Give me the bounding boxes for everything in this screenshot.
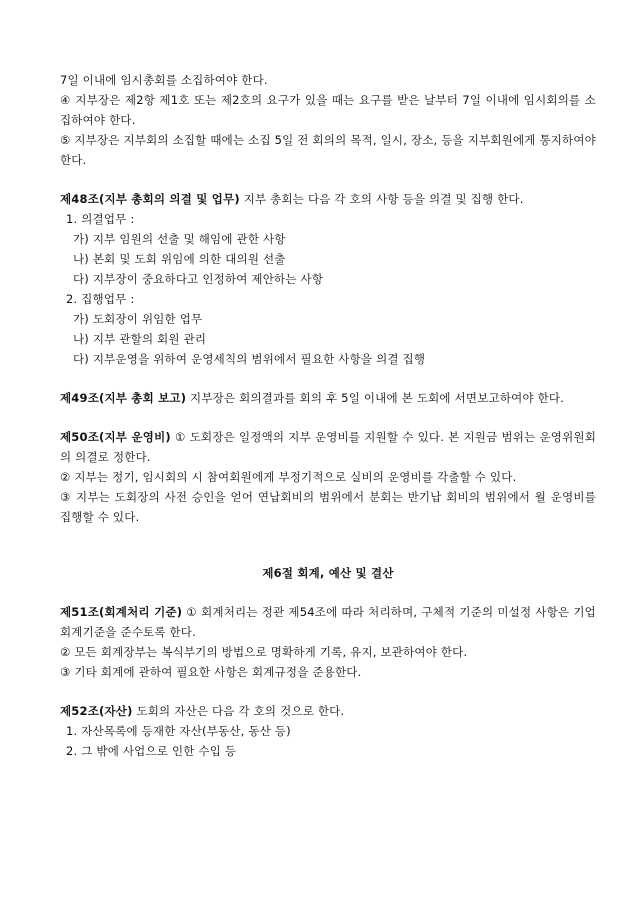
list-item: 다) 지부장이 중요하다고 인정하여 제안하는 사항	[73, 272, 324, 286]
paragraph: ⑤ 지부장은 지부회의 소집할 때에는 소집 5일 전 회의의 목적, 일시, 장소, 등을 지부회원에게 통지하여야 한다.	[60, 133, 596, 167]
paragraph: ④ 지부장은 제2항 제1호 또는 제2호의 요구가 있을 때는 요구를 받은 날부터 7일 이내에 임시회의를 소집하여야 한다.	[60, 93, 596, 127]
chapter-heading: 제6절 회계, 예산 및 결산	[262, 566, 394, 580]
article-text: ① 도회장은 일정액의 지부 운영비를 지원할 수 있다. 본 지원금 범위는 운영위원회의 의결로 정한다.	[60, 430, 597, 464]
paragraph: ③ 지부는 도회장의 사전 승인을 얻어 연납회비의 범위에서 분회는 반기납 회비의 범위에서 월 운영비를 집행할 수 있다.	[60, 490, 596, 524]
article-title: 제52조(자산)	[60, 704, 133, 718]
article-title: 제49조(지부 총회 보고)	[60, 391, 187, 405]
list-item: 2. 그 밖에 사업으로 인한 수입 등	[66, 744, 237, 758]
paragraph: ② 지부는 정기, 임시회의 시 참여회원에게 부정기적으로 실비의 운영비를 각출할 수 있다.	[60, 470, 517, 484]
article-title: 제50조(지부 운영비)	[60, 430, 171, 444]
list-item: 2. 집행업무 :	[66, 292, 135, 306]
article-title: 제48조(지부 총회의 의결 및 업무)	[60, 192, 240, 206]
list-item: 나) 지부 관할의 회원 관리	[73, 332, 207, 346]
article-text: 지부장은 회의결과를 회의 후 5일 이내에 본 도회에 서면보고하여야 한다.	[186, 391, 565, 405]
list-item: 1. 자산목록에 등재한 자산(부동산, 동산 등)	[66, 724, 291, 738]
paragraph: 7일 이내에 임시총회를 소집하여야 한다.	[60, 73, 268, 87]
paragraph: ③ 기타 회계에 관하여 필요한 사항은 회계규정을 준용한다.	[60, 665, 362, 679]
article-text: 지부 총회는 다음 각 호의 사항 등을 의결 및 집행 한다.	[239, 192, 524, 206]
list-item: 가) 지부 임원의 선출 및 해임에 관한 사항	[73, 232, 286, 246]
paragraph: ② 모든 회계장부는 복식부기의 방법으로 명확하게 기록, 유지, 보관하여야 한다.	[60, 645, 468, 659]
list-item: 나) 본회 및 도회 위임에 의한 대의원 선출	[73, 252, 286, 266]
article-text: 도회의 자산은 다음 각 호의 것으로 한다.	[132, 704, 345, 718]
list-item: 가) 도회장이 위임한 업무	[73, 312, 203, 326]
list-item: 다) 지부운영을 위하여 운영세칙의 범위에서 필요한 사항을 의결 집행	[73, 352, 426, 366]
list-item: 1. 의결업무 :	[66, 212, 135, 226]
article-48	[60, 189, 596, 209]
article-52	[60, 701, 596, 721]
article-49	[60, 388, 596, 408]
article-title: 제51조(회계처리 기준)	[60, 605, 183, 619]
article-50	[60, 427, 596, 467]
article-51	[60, 602, 596, 642]
article-text: ① 회계처리는 정관 제54조에 따라 처리하며, 구체적 기준의 미설정 사항은 기업회계기준을 준수토록 한다.	[60, 605, 596, 639]
